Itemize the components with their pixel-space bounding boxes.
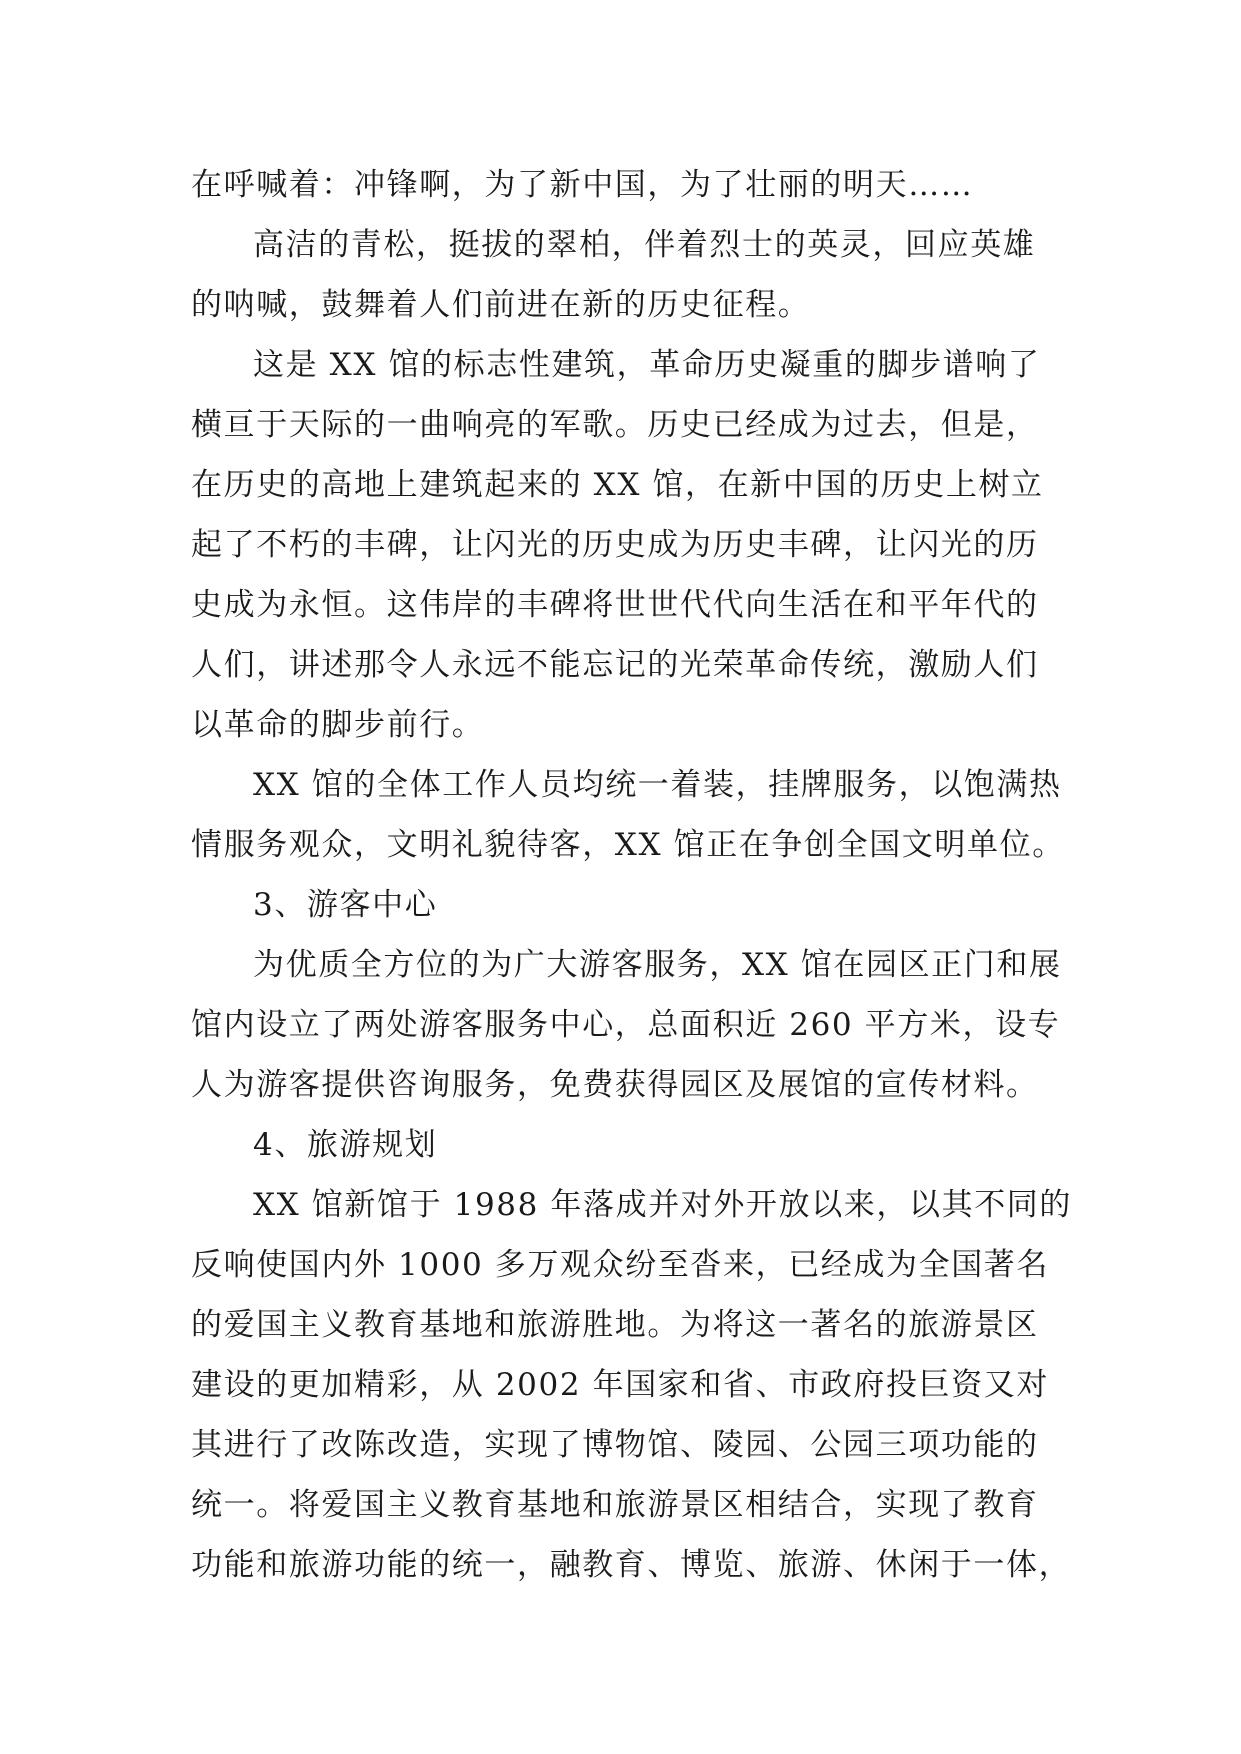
text-line: 3、游客中心 xyxy=(253,887,438,923)
text-line: 的爱国主义教育基地和旅游胜地。为将这一著名的旅游景区 xyxy=(191,1307,1039,1343)
text-line: 高洁的青松，挺拔的翠柏，伴着烈士的英灵，回应英雄 xyxy=(253,227,1036,263)
text-line: 这是 XX 馆的标志性建筑，革命历史凝重的脚步谱响了 xyxy=(253,347,1041,383)
text-line: 情服务观众，文明礼貌待客，XX 馆正在争创全国文明单位。 xyxy=(191,827,1065,863)
text-line: 史成为永恒。这伟岸的丰碑将世世代代向生活在和平年代的 xyxy=(191,587,1039,623)
text-line: 在历史的高地上建筑起来的 XX 馆，在新中国的历史上树立 xyxy=(191,467,1044,503)
text-line: 横亘于天际的一曲响亮的军歌。历史已经成为过去，但是， xyxy=(191,407,1039,443)
text-line: 其进行了改陈改造，实现了博物馆、陵园、公园三项功能的 xyxy=(191,1427,1039,1463)
text-line: 人们，讲述那令人永远不能忘记的光荣革命传统，激励人们 xyxy=(191,647,1039,683)
text-line: 4、旅游规划 xyxy=(253,1127,438,1163)
text-line: 反响使国内外 1000 多万观众纷至沓来，已经成为全国著名 xyxy=(191,1247,1049,1283)
text-line: 统一。将爱国主义教育基地和旅游景区相结合，实现了教育 xyxy=(191,1487,1039,1523)
document-body xyxy=(191,155,1072,1595)
text-line: 为优质全方位的为广大游客服务，XX 馆在园区正门和展 xyxy=(253,947,1062,983)
text-line: 馆内设立了两处游客服务中心，总面积近 260 平方米，设专 xyxy=(191,1007,1061,1043)
text-line: 以革命的脚步前行。 xyxy=(191,707,485,743)
text-line: XX 馆新馆于 1988 年落成并对外开放以来，以其不同的 xyxy=(253,1187,1072,1223)
text-line: 起了不朽的丰碑，让闪光的历史成为历史丰碑，让闪光的历 xyxy=(191,527,1039,563)
text-line: 功能和旅游功能的统一，融教育、博览、旅游、休闲于一体， xyxy=(191,1547,1072,1583)
text-line: 人为游客提供咨询服务，免费获得园区及展馆的宣传材料。 xyxy=(191,1067,1039,1103)
text-line: 建设的更加精彩，从 2002 年国家和省、市政府投巨资又对 xyxy=(191,1367,1049,1403)
text-line: 的呐喊，鼓舞着人们前进在新的历史征程。 xyxy=(191,287,811,323)
text-line: XX 馆的全体工作人员均统一着装，挂牌服务，以饱满热 xyxy=(253,767,1062,803)
text-line: 在呼喊着：冲锋啊，为了新中国，为了壮丽的明天…… xyxy=(191,167,974,203)
